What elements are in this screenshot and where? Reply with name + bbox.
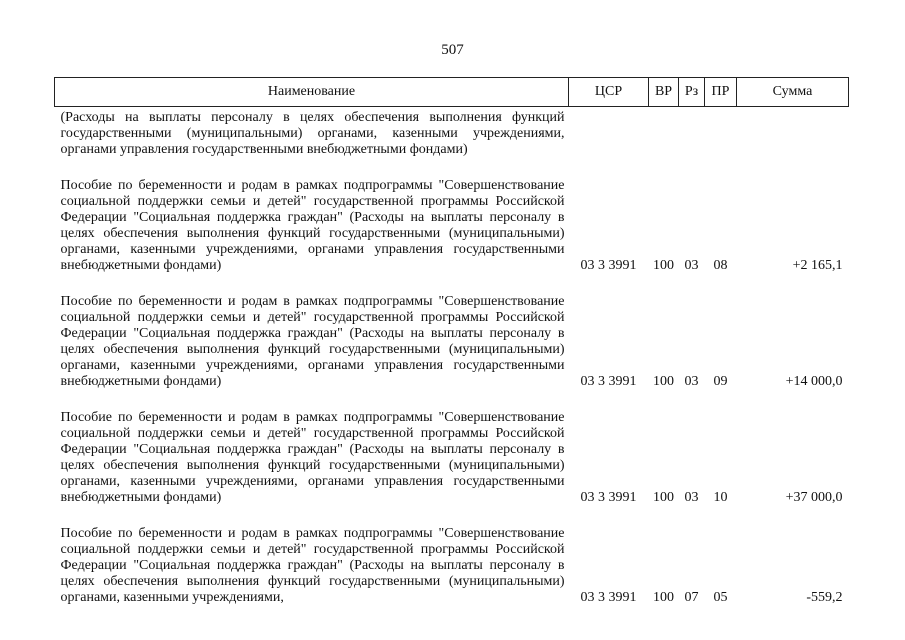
table-row xyxy=(55,178,849,274)
row-sum: -559,2 xyxy=(806,590,843,605)
table-row xyxy=(55,294,849,390)
header-rz: Рз xyxy=(679,78,705,107)
row-vr: 100 xyxy=(653,590,674,605)
table-row xyxy=(55,526,849,606)
row-name: Пособие по беременности и родам в рамках подпрограммы "Совершенствование социальной поддержки семьи и детей" государственной программы Российской Федерации "Социальная поддержка граждан" (Расходы на выплаты персоналу в целях обеспечения выполнения функций государственными (муниципальными) органами, казенными учреждениями, органами управления государственными внебюджетными фондами) xyxy=(60,410,565,505)
table-row xyxy=(55,410,849,506)
row-name: Пособие по беременности и родам в рамках подпрограммы "Совершенствование социальной поддержки семьи и детей" государственной программы Российской Федерации "Социальная поддержка граждан" (Расходы на выплаты персоналу в целях обеспечения выполнения функций государственными (муниципальными) органами, казенными учреждениями, органами управления государственными внебюджетными фондами) xyxy=(60,178,565,273)
row-pr: 10 xyxy=(713,490,728,505)
header-vr: ВР xyxy=(649,78,679,107)
row-sum: +37 000,0 xyxy=(785,490,843,505)
header-sum: Сумма xyxy=(737,78,849,107)
header-name: Наименование xyxy=(55,78,569,107)
row-name: Пособие по беременности и родам в рамках подпрограммы "Совершенствование социальной поддержки семьи и детей" государственной программы Российской Федерации "Социальная поддержка граждан" (Расходы на выплаты персоналу в целях обеспечения выполнения функций государственными (муниципальными) органами, казенными учреждениями, xyxy=(60,526,565,605)
row-rz: 03 xyxy=(684,490,699,505)
row-csr: 03 3 3991 xyxy=(580,374,637,389)
row-csr: 03 3 3991 xyxy=(580,258,637,273)
row-sum: +14 000,0 xyxy=(785,374,843,389)
row-rz: 03 xyxy=(684,374,699,389)
row-vr: 100 xyxy=(653,374,674,389)
row-sum: +2 165,1 xyxy=(792,258,843,273)
row-vr: 100 xyxy=(653,258,674,273)
row-pr: 08 xyxy=(713,258,728,273)
table-header-row xyxy=(55,78,849,107)
row-csr: 03 3 3991 xyxy=(580,490,637,505)
page-number: 507 xyxy=(441,42,464,58)
row-name: (Расходы на выплаты персоналу в целях обеспечения выполнения функций государственными (муниципальными) органами, казенными учреждениями, органами управления государственными внебюджетными фондами) xyxy=(60,110,565,157)
row-vr: 100 xyxy=(653,490,674,505)
row-name: Пособие по беременности и родам в рамках подпрограммы "Совершенствование социальной поддержки семьи и детей" государственной программы Российской Федерации "Социальная поддержка граждан" (Расходы на выплаты персоналу в целях обеспечения выполнения функций государственными (муниципальными) органами, казенными учреждениями, органами управления государственными внебюджетными фондами) xyxy=(60,294,565,389)
row-pr: 05 xyxy=(713,590,728,605)
row-rz: 03 xyxy=(684,258,699,273)
table-row-continuation xyxy=(55,107,849,159)
header-csr: ЦСР xyxy=(569,78,649,107)
header-pr: ПР xyxy=(705,78,737,107)
row-pr: 09 xyxy=(713,374,728,389)
row-csr: 03 3 3991 xyxy=(580,590,637,605)
row-rz: 07 xyxy=(684,590,699,605)
budget-table xyxy=(54,77,849,606)
